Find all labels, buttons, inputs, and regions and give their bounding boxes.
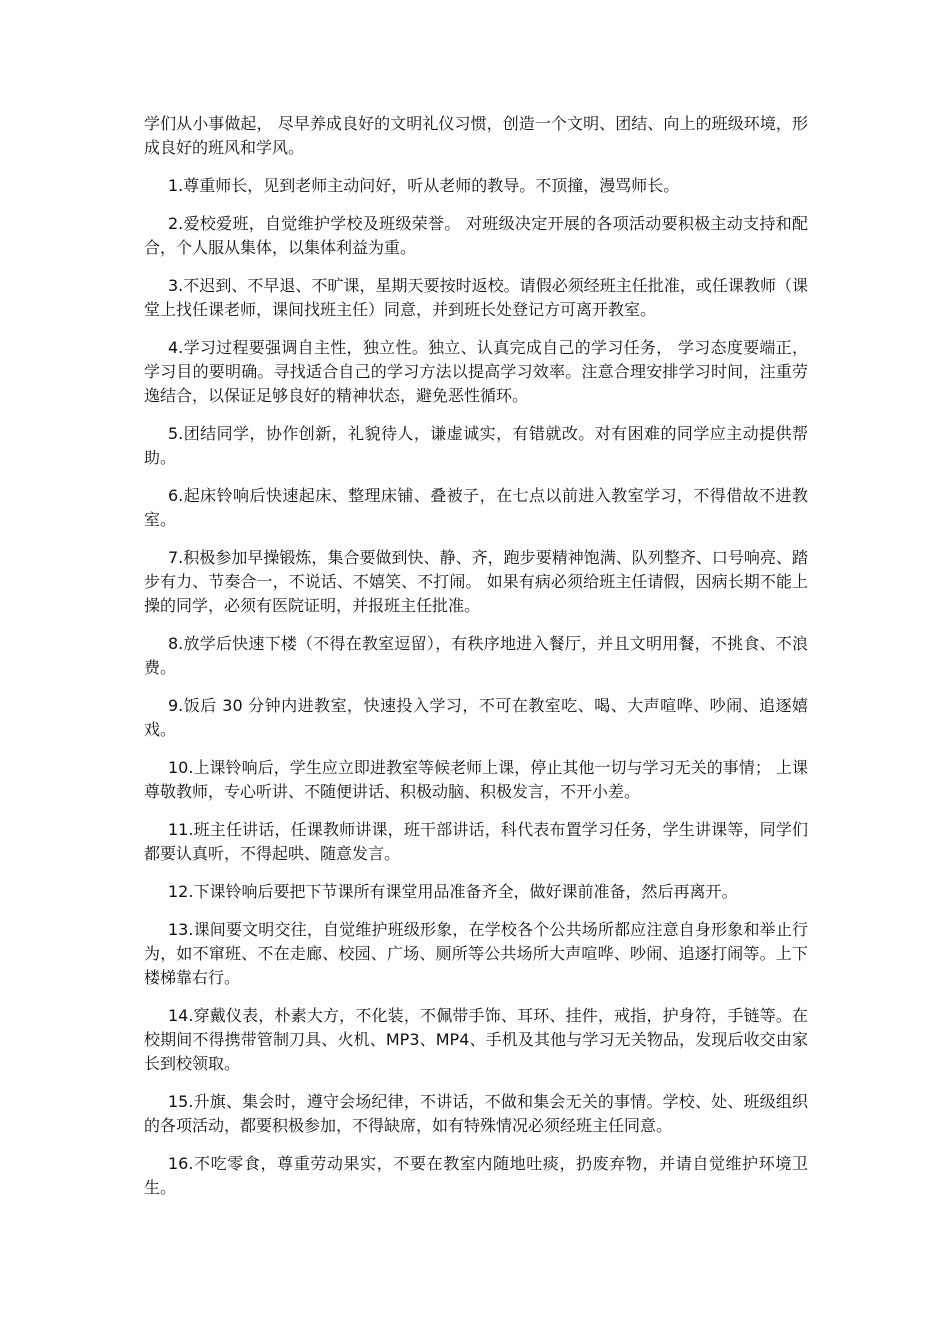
rule-15: 15.升旗、集会时，遵守会场纪律，不讲话，不做和集会无关的事情。学校、处、班级组织的各项活动，都要积极参加，不得缺席，如有特殊情况必须经班主任同意。 <box>144 1092 808 1135</box>
rule-4: 4.学习过程要强调自主性，独立性。独立、认真完成自己的学习任务， 学习态度要端正，学习目的要明确。寻找适合自己的学习方法以提高学习效率。注意合理安排学习时间，注重劳逸结合，以保证足够良好的精神状态，避免恶性循环。 <box>144 338 808 405</box>
rule-2: 2.爱校爱班，自觉维护学校及班级荣誉。 对班级决定开展的各项活动要积极主动支持和配合，个人服从集体，以集体利益为重。 <box>144 214 808 257</box>
rule-6: 6.起床铃响后快速起床、整理床铺、叠被子，在七点以前进入教室学习，不得借故不进教室。 <box>144 486 808 529</box>
rule-13: 13.课间要文明交往，自觉维护班级形象，在学校各个公共场所都应注意自身形象和举止行为，如不窜班、不在走廊、校园、广场、厕所等公共场所大声喧哗、吵闹、追逐打闹等。上下楼梯靠右行。 <box>144 920 808 987</box>
rule-11: 11.班主任讲话，任课教师讲课，班干部讲话，科代表布置学习任务，学生讲课等，同学们都要认真听，不得起哄、随意发言。 <box>144 820 808 863</box>
rule-3: 3.不迟到、不早退、不旷课，星期天要按时返校。请假必须经班主任批准，或任课教师（课堂上找任课老师，课间找班主任）同意，并到班长处登记方可离开教室。 <box>144 276 808 319</box>
rule-10: 10.上课铃响后，学生应立即进教室等候老师上课，停止其他一切与学习无关的事情； 上课尊敬教师，专心听讲、不随便讲话、积极动脑、积极发言，不开小差。 <box>144 758 808 801</box>
rule-5: 5.团结同学，协作创新，礼貌待人，谦虚诚实，有错就改。对有困难的同学应主动提供帮助。 <box>144 424 808 467</box>
intro-paragraph: 学们从小事做起， 尽早养成良好的文明礼仪习惯，创造一个文明、团结、向上的班级环境，形成良好的班风和学风。 <box>144 114 808 157</box>
document-page <box>144 112 808 1214</box>
rule-8: 8.放学后快速下楼（不得在教室逗留），有秩序地进入餐厅，并且文明用餐，不挑食、不浪费。 <box>144 634 808 677</box>
rule-12: 12.下课铃响后要把下节课所有课堂用品准备齐全，做好课前准备，然后再离开。 <box>168 882 738 901</box>
rule-7: 7.积极参加早操锻炼，集合要做到快、静、齐，跑步要精神饱满、队列整齐、口号响亮、踏步有力、节奏合一，不说话、不嬉笑、不打闹。 如果有病必须给班主任请假，因病长期不能上操的同学，必须有医院证明，并报班主任批准。 <box>144 548 808 615</box>
rule-14: 14.穿戴仪表，朴素大方，不化装，不佩带手饰、耳环、挂件，戒指，护身符，手链等。在校期间不得携带管制刀具、火机、MP3、MP4、手机及其他与学习无关物品，发现后收交由家长到校领取。 <box>144 1006 808 1073</box>
rule-9: 9.饭后 30 分钟内进教室，快速投入学习，不可在教室吃、喝、大声喧哗、吵闹、追逐嬉戏。 <box>144 696 808 739</box>
rule-16: 16.不吃零食，尊重劳动果实，不要在教室内随地吐痰，扔废弃物，并请自觉维护环境卫生。 <box>144 1154 808 1197</box>
rule-1: 1.尊重师长，见到老师主动问好，听从老师的教导。不顶撞，漫骂师长。 <box>168 176 680 195</box>
